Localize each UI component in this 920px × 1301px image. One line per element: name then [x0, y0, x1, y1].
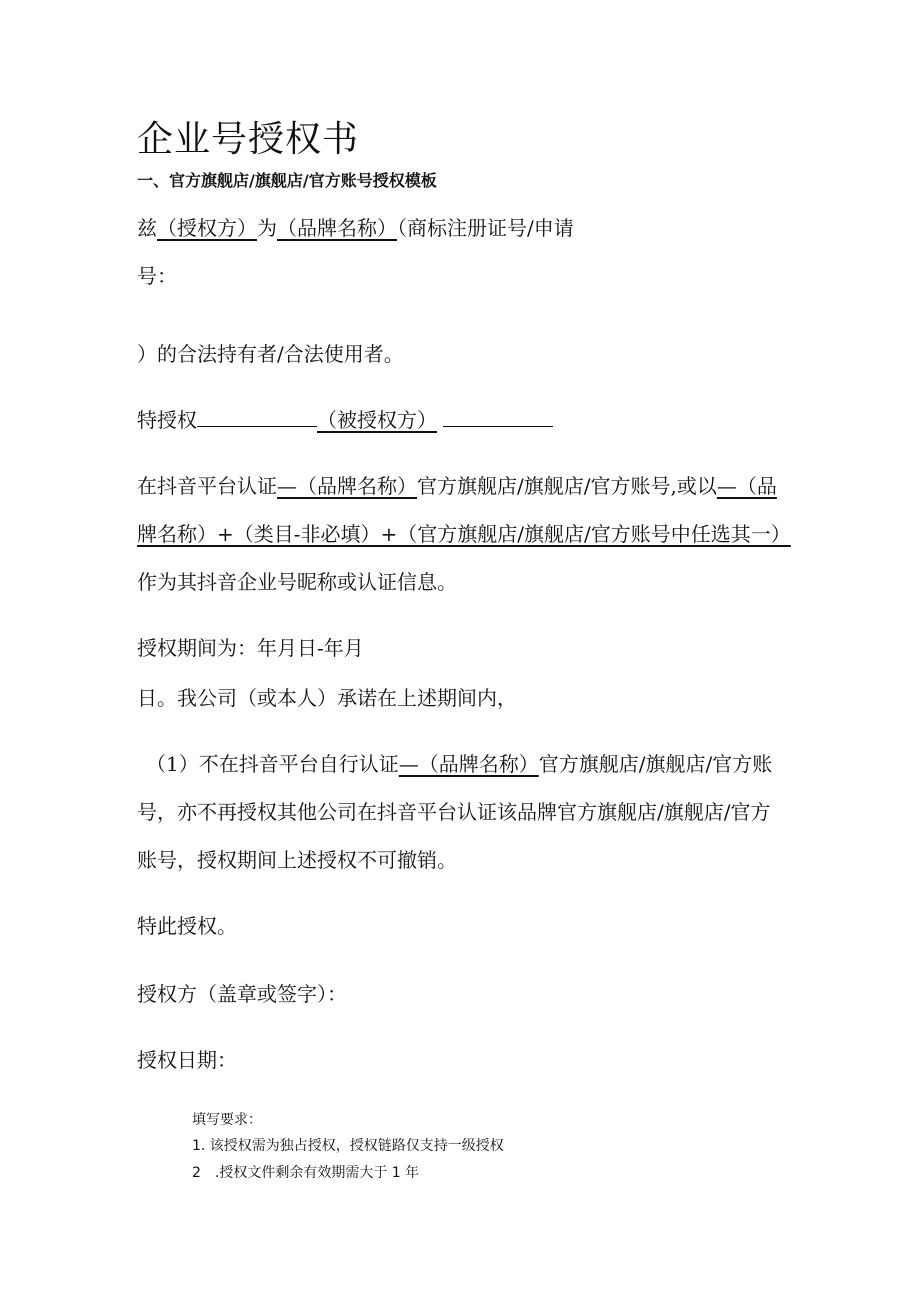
text-store-types: 官方旗舰店/旗舰店/官方账号,或以: [417, 474, 717, 498]
field-nickname-pattern: 牌名称）+（类目-非必填）+（官方旗舰店/旗舰店/官方账号中任选其一）: [137, 522, 791, 546]
blank-line-right: [443, 406, 553, 427]
text-authorize: 特授权: [137, 408, 197, 432]
signature-label: 授权方（盖章或签字）：: [137, 982, 347, 1006]
paragraph-grant-line2: 号：: [137, 264, 177, 288]
paragraph-promise-line3: 账号，授权期间上述授权不可撤销。: [137, 848, 457, 872]
field-brand-name-4: —（品牌名称）: [398, 752, 539, 776]
note-item-1: 1. 该授权需为独占授权，授权链路仅支持一级授权: [192, 1138, 504, 1154]
text-trademark-no: （商标注册证号/申请: [397, 216, 574, 240]
text-store-types-2: 官方旗舰店/旗舰店/官方账: [538, 752, 773, 776]
note-item-2: 2 .授权文件剩余有效期需大于 1 年: [192, 1165, 420, 1181]
text-wei: 为: [257, 216, 277, 240]
field-grantor: （授权方）: [157, 216, 257, 240]
blank-line-left: [197, 406, 317, 427]
text-promise: （1）不在抖音平台自行认证: [146, 752, 399, 776]
field-brand-name: （品牌名称）: [277, 216, 397, 240]
paragraph-holder: ）的合法持有者/合法使用者。: [137, 342, 404, 366]
text-certify: 在抖音平台认证: [137, 474, 277, 498]
notes-title: 填写要求：: [192, 1112, 262, 1128]
paragraph-authorize: [137, 406, 553, 434]
field-brand-name-3: —（品: [716, 474, 777, 498]
paragraph-promise-line1: [146, 750, 772, 778]
document-title: 企业号授权书: [137, 119, 360, 160]
text-zi: 兹: [137, 216, 157, 240]
paragraph-promise-line2: 号，亦不再授权其他公司在抖音平台认证该品牌官方旗舰店/旗舰店/官方: [137, 800, 771, 824]
date-label: 授权日期：: [137, 1048, 237, 1072]
paragraph-hereby: 特此授权。: [137, 914, 237, 938]
paragraph-period-line2: 日。我公司（或本人）承诺在上述期间内，: [137, 686, 517, 710]
section-heading: 一、官方旗舰店/旗舰店/官方账号授权模板: [137, 171, 437, 190]
paragraph-certify-line1: [137, 472, 777, 500]
paragraph-certify-line3: 作为其抖音企业号昵称或认证信息。: [137, 570, 457, 594]
field-grantee: （被授权方）: [317, 408, 437, 432]
field-brand-name-2: —（品牌名称）: [277, 474, 417, 498]
paragraph-grant-line1: [137, 214, 574, 242]
paragraph-certify-line2: [137, 520, 791, 548]
paragraph-period-line1: 授权期间为：年月日-年月: [137, 636, 364, 660]
